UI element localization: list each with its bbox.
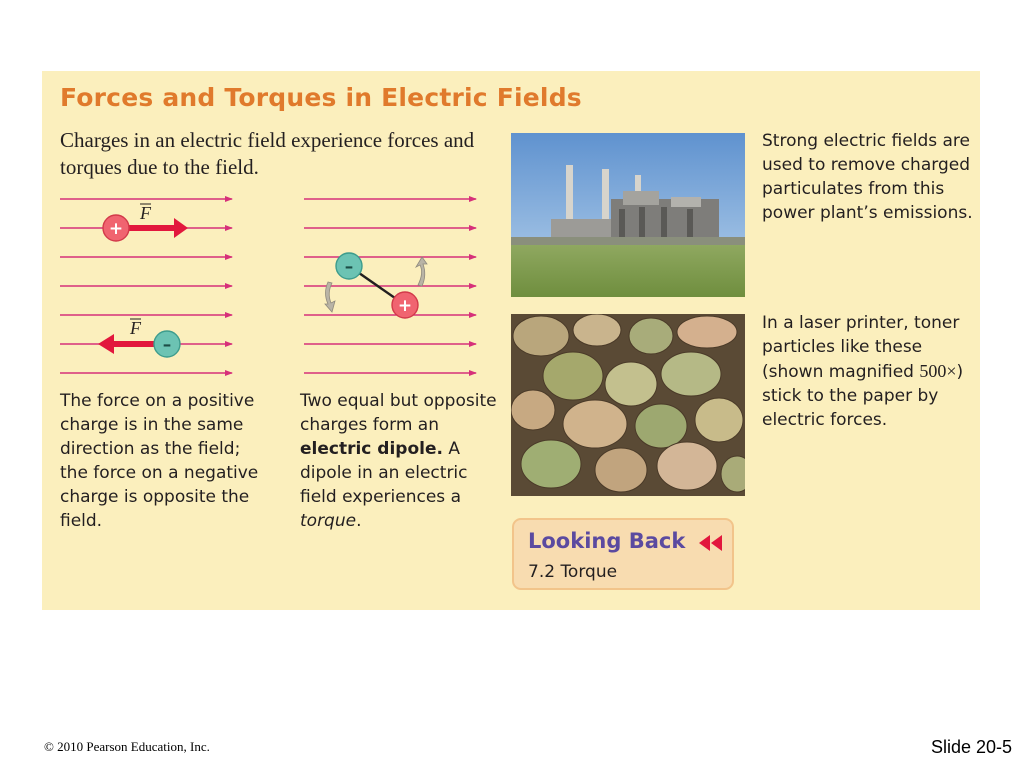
caption-toner-text: In a laser printer, toner particles like these (shown magnified [762,313,960,382]
caption-force-on-charges: The force on a positive charge is in the same direction as the field; the force on a negative charge is opposite the field. [60,391,259,531]
intro-text: Charges in an electric field experience forces and torques due to the field. [60,128,475,179]
negative-charge-sign: – [162,335,172,355]
caption-power-plant: Strong electric fields are used to remove charged particulates from this power plant’s emissions. [762,131,973,223]
caption-electric-dipole [300,389,500,533]
caption-dipole-text: . [356,511,362,531]
rewind-arrows-icon [698,534,724,552]
caption-dipole-text: A dipole in an electric field experiences a [300,439,468,507]
positive-force-arrow [128,218,188,238]
toner-particles-photo [511,314,745,496]
caption-torque-term: torque [300,511,357,531]
looking-back-reference: 7.2 Torque [528,562,618,582]
positive-charge-sign: + [108,219,124,239]
caption-laser-printer [762,311,974,432]
force-label-top: F [140,203,151,223]
power-plant-photo [511,133,745,297]
force-label-bottom: F [130,318,141,338]
dipole-positive-sign: + [397,296,413,316]
looking-back-box[interactable] [512,518,734,590]
slide-title: Forces and Torques in Electric Fields [60,83,582,112]
looking-back-title: Looking Back [528,529,686,553]
dipole-negative-sign: – [344,257,354,277]
caption-toner-text: ) stick to the paper by electric forces. [762,362,964,430]
magnification-value: 500× [919,361,957,381]
caption-dipole-term: electric dipole. [300,439,443,459]
slide-number: Slide 20-5 [930,737,1012,757]
content-panel [42,71,980,610]
caption-dipole-text: Two equal but opposite charges form an [300,391,497,435]
copyright-notice: © 2010 Pearson Education, Inc. [44,739,210,754]
electric-field-diagrams [56,185,496,385]
